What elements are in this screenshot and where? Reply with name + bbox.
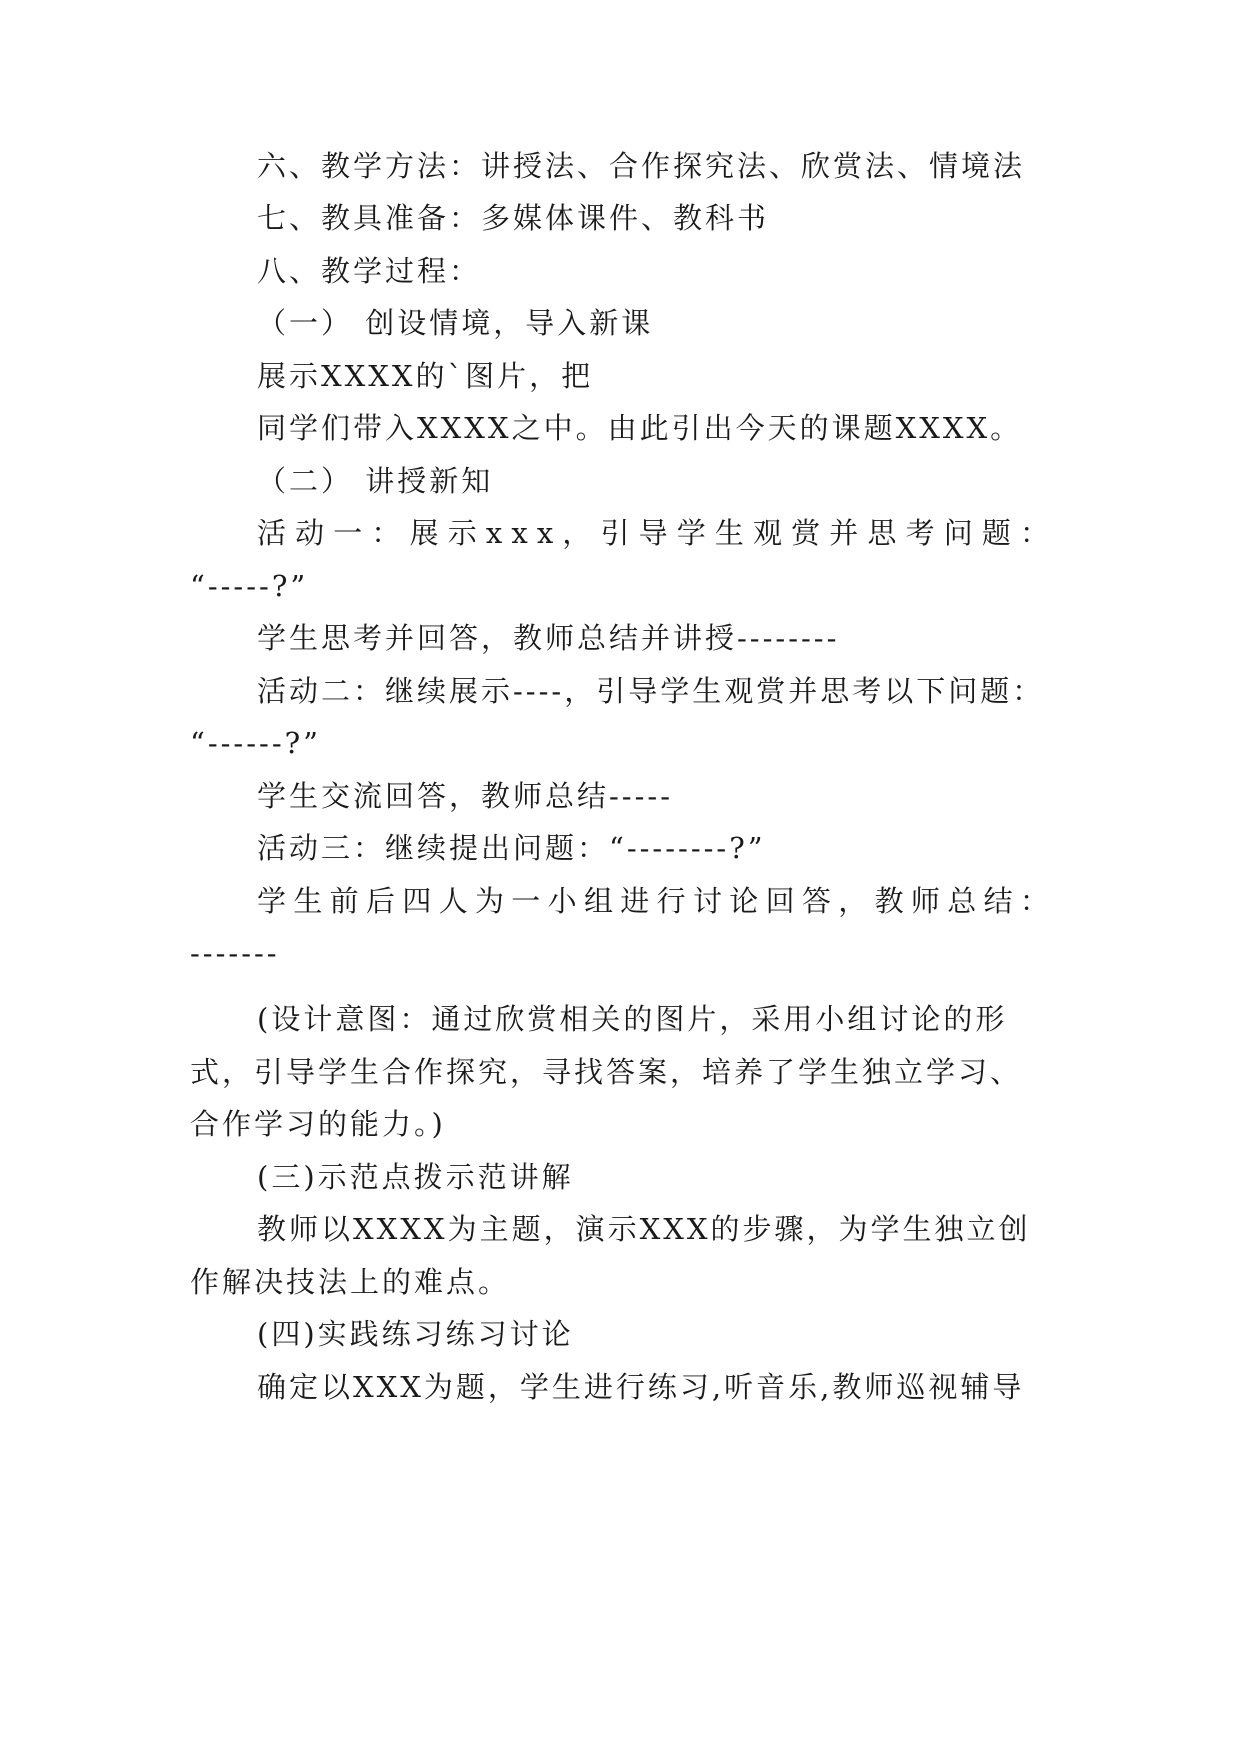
paragraph-line: 式，引导学生合作探究，寻找答案，培养了学生独立学习、 <box>190 1055 1023 1089</box>
quote-line: “------?” <box>190 726 321 760</box>
paragraph-line: 确定以XXX为题，学生进行练习,听音乐,教师巡视辅导 <box>257 1370 1025 1404</box>
teaching-process-heading: 八、教学过程： <box>257 254 482 288</box>
group-discussion-line: 学 生 前 后 四 人 为 一 小 组 进 行 讨 论 回 答 ， 教 师 总 结 ： <box>257 884 1049 918</box>
quote-line: “-----?” <box>190 569 309 603</box>
section-two-heading: （二） 讲授新知 <box>257 464 494 498</box>
section-one-heading: （一） 创设情境，导入新课 <box>257 306 654 340</box>
section-three-heading: (三)示范点拨示范讲解 <box>257 1160 574 1194</box>
dash-line: ------- <box>190 936 280 970</box>
paragraph-line: 学生思考并回答，教师总结并讲授-------- <box>257 621 840 655</box>
paragraph-line: 展示XXXX的`图片，把 <box>257 359 594 393</box>
teaching-methods-line: 六、教学方法：讲授法、合作探究法、欣赏法、情境法 <box>257 149 1026 183</box>
paragraph-line: 学生交流回答，教师总结----- <box>257 779 673 813</box>
activity-one-line: 活 动 一 ： 展 示 x x x ， 引 导 学 生 观 赏 并 思 考 问 题 ： <box>257 516 1049 550</box>
activity-two-line: 活动二：继续展示----，引导学生观赏并思考以下问题： <box>257 674 1045 708</box>
teaching-tools-line: 七、教具准备：多媒体课件、教科书 <box>257 201 770 235</box>
design-intent-line: (设计意图：通过欣赏相关的图片，采用小组讨论的形 <box>257 1002 1008 1036</box>
paragraph-line: 同学们带入XXXX之中。由此引出今天的课题XXXX。 <box>257 411 1023 445</box>
section-four-heading: (四)实践练习练习讨论 <box>257 1317 574 1351</box>
paragraph-line: 合作学习的能力。) <box>190 1107 446 1141</box>
paragraph-line: 作解决技法上的难点。 <box>190 1265 511 1299</box>
activity-three-line: 活动三：继续提出问题：“--------?” <box>257 831 766 865</box>
paragraph-line: 教师以XXXX为主题，演示XXX的步骤，为学生独立创 <box>257 1212 1031 1246</box>
